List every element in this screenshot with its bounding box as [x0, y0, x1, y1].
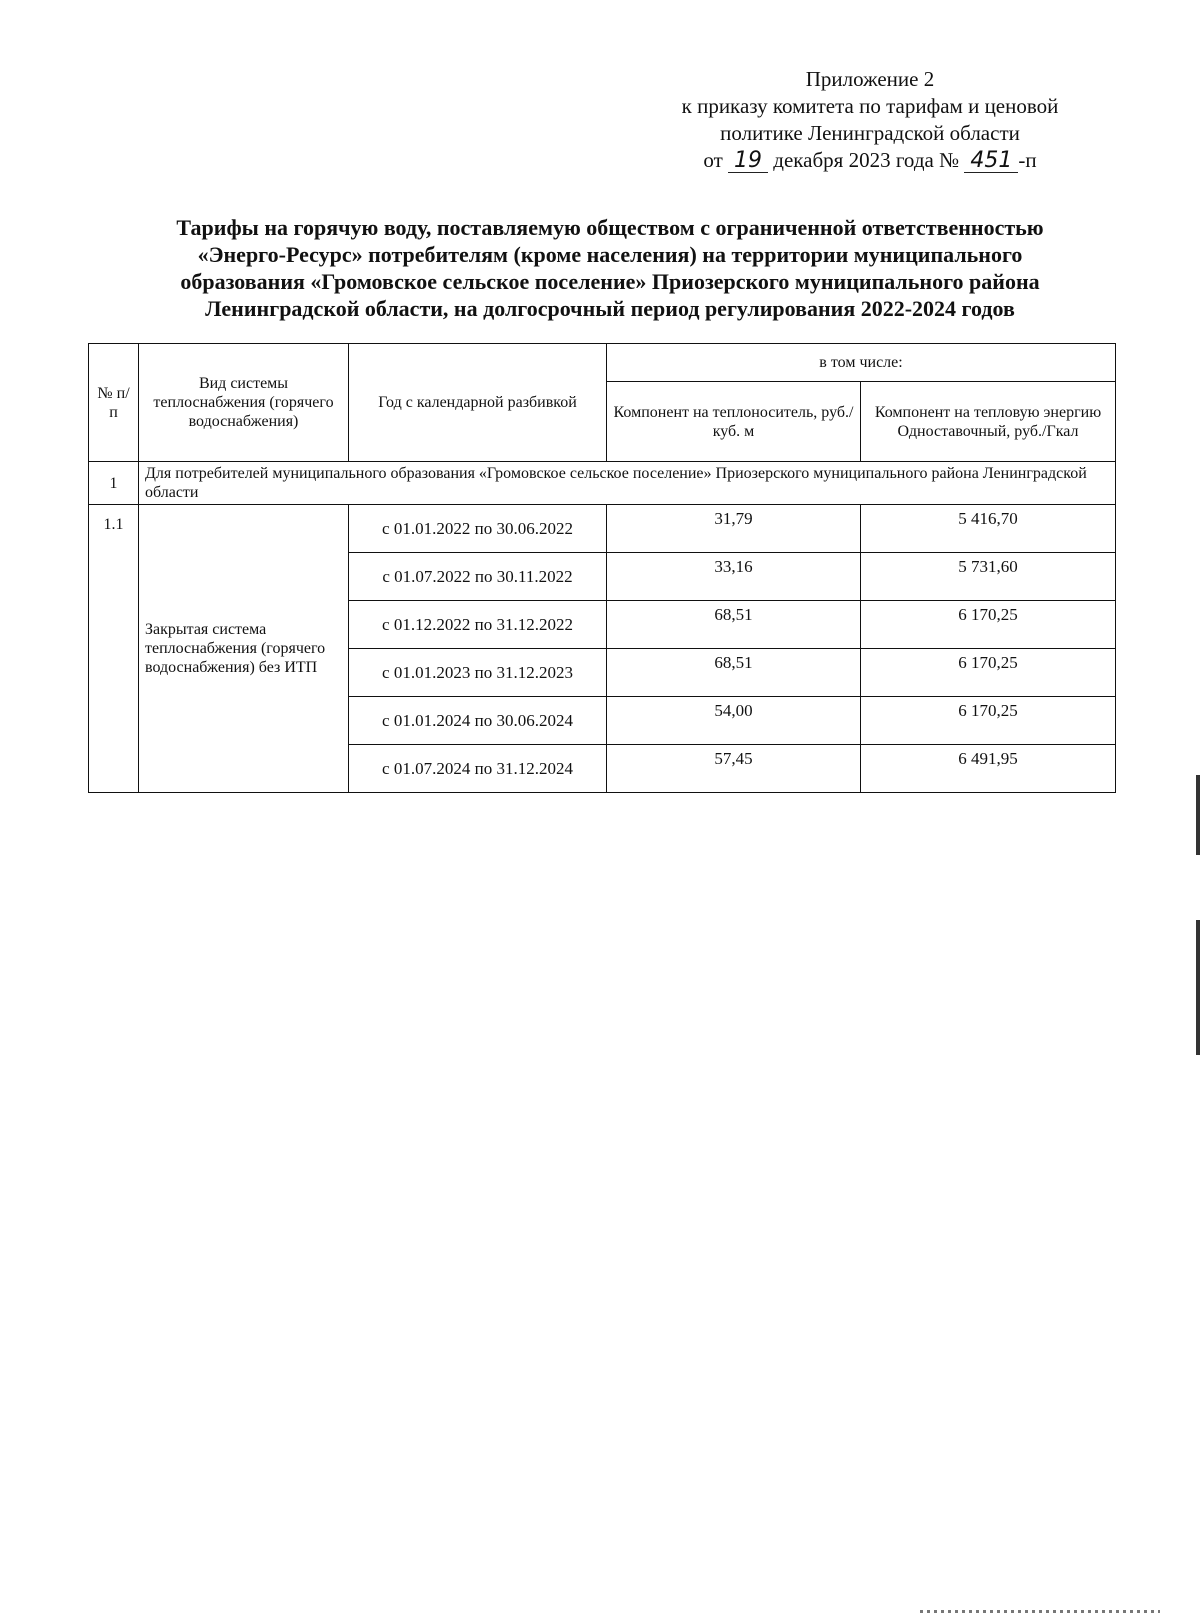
order-suffix: -п	[1018, 148, 1037, 172]
water-value: 54,00	[607, 697, 861, 745]
table-header-row	[89, 344, 1116, 382]
water-value: 33,16	[607, 553, 861, 601]
water-value: 68,51	[607, 601, 861, 649]
date-prefix: от	[703, 148, 723, 172]
water-value: 57,45	[607, 745, 861, 793]
table-row	[89, 505, 1116, 553]
header-period: Год с календарной разбивкой	[349, 344, 607, 462]
title-line: Ленинградской области, на долгосрочный период регулирования 2022-2024 годов	[205, 296, 1015, 321]
heat-value: 5 731,60	[861, 553, 1116, 601]
title-line: «Энерго-Ресурс» потребителям (кроме населения) на территории муниципального	[197, 242, 1023, 267]
appendix-line: Приложение 2	[805, 67, 935, 91]
heat-value: 6 170,25	[861, 649, 1116, 697]
header-system: Вид системы теплоснабжения (горячего водоснабжения)	[139, 344, 349, 462]
appendix-line: к приказу комитета по тарифам и ценовой	[681, 94, 1059, 118]
heat-value: 6 170,25	[861, 601, 1116, 649]
header-num: № п/п	[89, 344, 139, 462]
group-num: 1	[89, 462, 139, 505]
scan-margin-mark	[1196, 775, 1200, 855]
subgroup-system: Закрытая система теплоснабжения (горячего водоснабжения) без ИТП	[139, 505, 349, 793]
water-value: 68,51	[607, 649, 861, 697]
order-date-line	[640, 147, 1100, 174]
group-text: Для потребителей муниципального образования «Громовское сельское поселение» Приозерского муниципального района Ленинградской области	[139, 462, 1116, 505]
heat-value: 6 491,95	[861, 745, 1116, 793]
date-middle: декабря 2023 года №	[773, 148, 960, 172]
handwritten-order-number: 451	[964, 150, 1018, 173]
title-line: Тарифы на горячую воду, поставляемую обществом с ограниченной ответственностью	[176, 215, 1044, 240]
scan-margin-mark	[1196, 920, 1200, 1055]
appendix-line: политике Ленинградской области	[720, 121, 1020, 145]
tariff-table	[88, 343, 1116, 793]
period-cell: с 01.01.2022 по 30.06.2022	[349, 505, 607, 553]
water-value: 31,79	[607, 505, 861, 553]
handwritten-day: 19	[728, 150, 768, 173]
period-cell: с 01.07.2022 по 30.11.2022	[349, 553, 607, 601]
heat-value: 5 416,70	[861, 505, 1116, 553]
header-including: в том числе:	[607, 344, 1116, 382]
header-water-component: Компонент на теплоноситель, руб./куб. м	[607, 382, 861, 462]
period-cell: с 01.12.2022 по 31.12.2022	[349, 601, 607, 649]
group-row	[89, 462, 1116, 505]
title-line: образования «Громовское сельское поселение» Приозерского муниципального района	[180, 269, 1040, 294]
document-title	[70, 214, 1150, 322]
appendix-header	[640, 66, 1100, 174]
heat-value: 6 170,25	[861, 697, 1116, 745]
period-cell: с 01.01.2023 по 31.12.2023	[349, 649, 607, 697]
subgroup-num: 1.1	[89, 505, 139, 793]
period-cell: с 01.01.2024 по 30.06.2024	[349, 697, 607, 745]
header-heat-component: Компонент на тепловую энергию Одноставочный, руб./Гкал	[861, 382, 1116, 462]
period-cell: с 01.07.2024 по 31.12.2024	[349, 745, 607, 793]
